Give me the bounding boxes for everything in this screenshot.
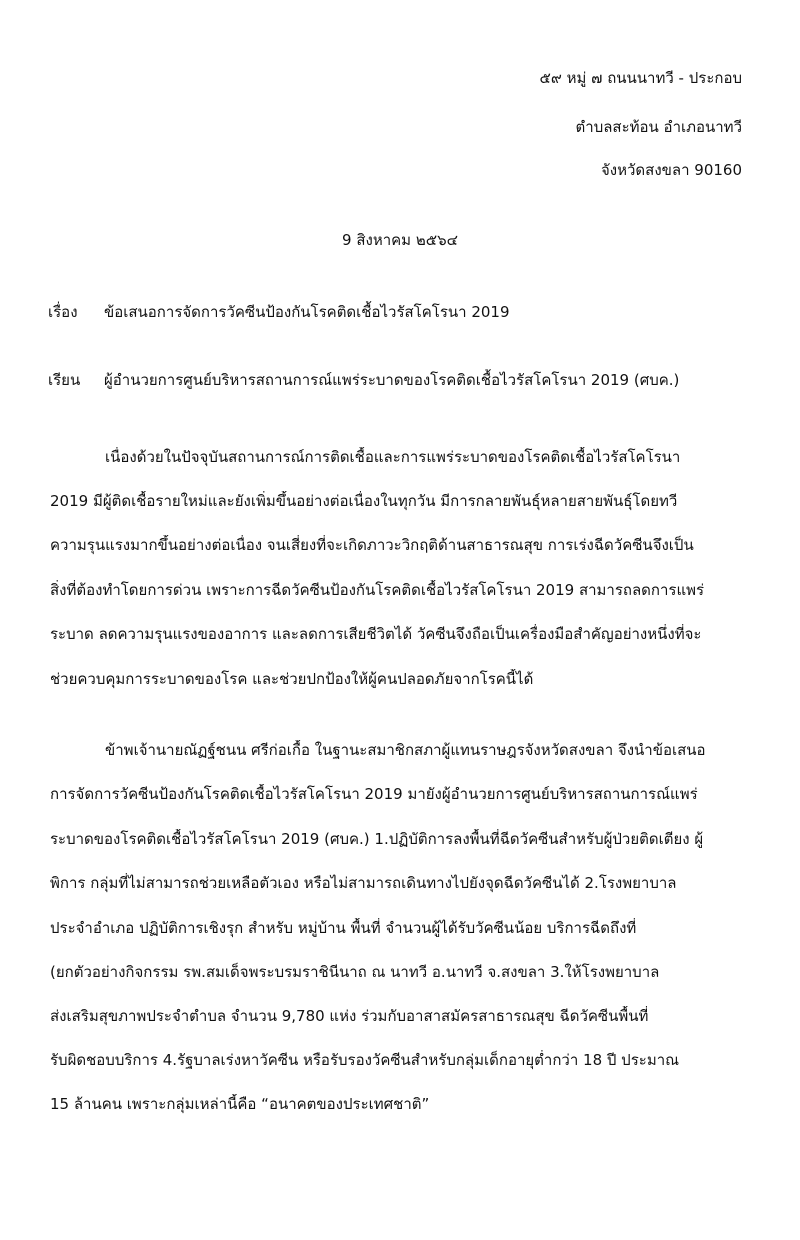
paragraph-1-line: 2019 มีผู้ติดเชื้อรายใหม่และยังเพิ่มขึ้นอย่างต่อเนื่องในทุกวัน มีการกลายพันธุ์หลายสายพันธุ์โดยทวี (50, 492, 678, 510)
subject-row (48, 302, 510, 322)
paragraph-2-line: ข้าพเจ้านายณัฏฐ์ชนน ศรีก่อเกื้อ ในฐานะสมาชิกสภาผู้แทนราษฎรจังหวัดสงขลา จึงนำข้อเสนอ (105, 741, 706, 759)
paragraph-1-line: ช่วยควบคุมการระบาดของโรค และช่วยปกป้องให้ผู้คนปลอดภัยจากโรคนี้ได้ (50, 670, 534, 688)
paragraph-1-line: สิ่งที่ต้องทำโดยการด่วน เพราะการฉีดวัคซีนป้องกันโรคติดเชื้อไวรัสโคโรนา 2019 สามารถลดการแพร่ (50, 581, 705, 599)
paragraph-2-line: พิการ กลุ่มที่ไม่สามารถช่วยเหลือตัวเอง หรือไม่สามารถเดินทางไปยังจุดฉีดวัคซีนได้ 2.โรงพยาบาล (50, 874, 677, 892)
recipient-label: เรียน (48, 371, 81, 389)
paragraph-2-line: ประจำอำเภอ ปฏิบัติการเชิงรุก สำหรับ หมู่บ้าน พื้นที่ จำนวนผู้ได้รับวัคซีนน้อย บริการฉีดถึงที่ (50, 919, 637, 937)
sender-address-line-3: จังหวัดสงขลา 90160 (601, 161, 742, 179)
paragraph-2-line: การจัดการวัคซีนป้องกันโรคติดเชื้อไวรัสโคโรนา 2019 มายังผู้อำนวยการศูนย์บริหารสถานการณ์แพร่ (50, 785, 698, 803)
recipient-row (48, 370, 679, 390)
paragraph-2-line: 15 ล้านคน เพราะกลุ่มเหล่านี้คือ “อนาคตของประเทศชาติ” (50, 1095, 430, 1113)
paragraph-2-line: ระบาดของโรคติดเชื้อไวรัสโคโรนา 2019 (ศบค.) 1.ปฏิบัติการลงพื้นที่ฉีดวัคซีนสำหรับผู้ป่วยติดเตียง ผู้ (50, 830, 704, 848)
sender-address-line-1: ๕๙ หมู่ ๗ ถนนนาทวี - ประกอบ (539, 69, 742, 87)
paragraph-1-line: ระบาด ลดความรุนแรงของอาการ และลดการเสียชีวิตได้ วัคซีนจึงถือเป็นเครื่องมือสำคัญอย่างหนึ่งที่จะ (50, 625, 702, 643)
paragraph-1-line: เนื่องด้วยในปัจจุบันสถานการณ์การติดเชื้อและการแพร่ระบาดของโรคติดเชื้อไวรัสโคโรนา (105, 448, 681, 466)
paragraph-2-line: ส่งเสริมสุขภาพประจำตำบล จำนวน 9,780 แห่ง ร่วมกับอาสาสมัครสาธารณสุข ฉีดวัคซีนพื้นที่ (50, 1007, 649, 1025)
sender-address-line-2: ตำบลสะท้อน อำเภอนาทวี (575, 118, 742, 136)
letter-date: 9 สิงหาคม ๒๕๖๔ (342, 231, 458, 249)
subject-label: เรื่อง (48, 303, 78, 321)
recipient-text: ผู้อำนวยการศูนย์บริหารสถานการณ์แพร่ระบาดของโรคติดเชื้อไวรัสโคโรนา 2019 (ศบค.) (104, 371, 680, 389)
subject-text: ข้อเสนอการจัดการวัคซีนป้องกันโรคติดเชื้อไวรัสโคโรนา 2019 (104, 303, 510, 321)
paragraph-2-line: (ยกตัวอย่างกิจกรรม รพ.สมเด็จพระบรมราชินีนาถ ณ นาทวี อ.นาทวี จ.สงขลา 3.ให้โรงพยาบาล (50, 963, 660, 981)
paragraph-2-line: รับผิดชอบบริการ 4.รัฐบาลเร่งหาวัคซีน หรือรับรองวัคซีนสำหรับกลุ่มเด็กอายุต่ำกว่า 18 ปี ประมาณ (50, 1051, 680, 1069)
paragraph-1-line: ความรุนแรงมากขึ้นอย่างต่อเนื่อง จนเสี่ยงที่จะเกิดภาวะวิกฤติด้านสาธารณสุข การเร่งฉีดวัคซีนจึงเป็น (50, 536, 694, 554)
